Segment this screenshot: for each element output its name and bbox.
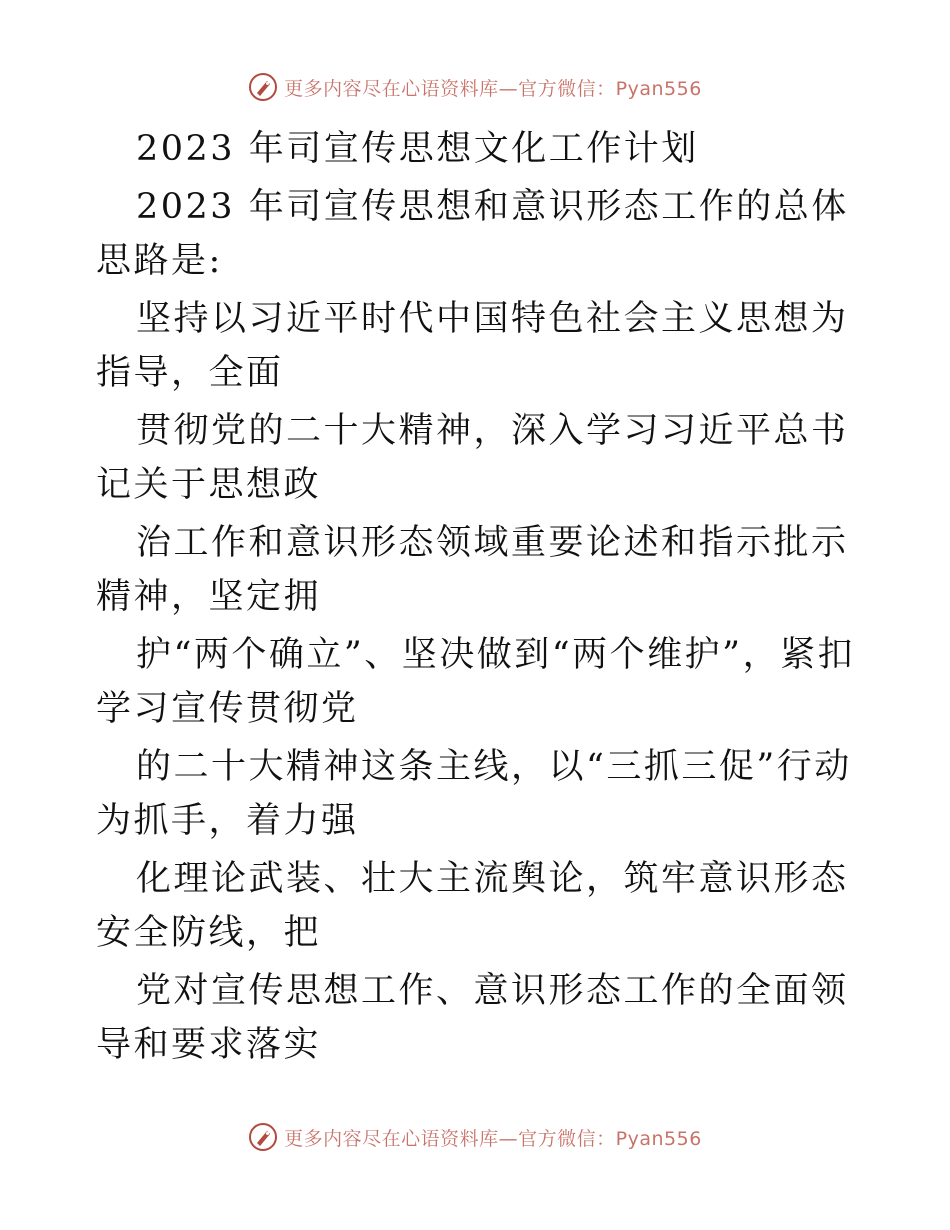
header-watermark (0, 72, 950, 102)
paragraph: 2023 年司宣传思想和意识形态工作的总体思路是: (96, 187, 849, 281)
pen-nib-logo-icon (248, 72, 278, 102)
pen-nib-logo-icon (248, 1122, 278, 1152)
paragraph: 护“两个确立”、坚决做到“两个维护”，紧扣学习宣传贯彻党 (96, 635, 856, 729)
paragraph: 化理论武装、壮大主流舆论，筑牢意识形态安全防线，把 (96, 859, 849, 953)
watermark-text: 更多内容尽在心语资料库—官方微信：Pyan556 (284, 77, 702, 100)
paragraph: 治工作和意识形态领域重要论述和指示批示精神，坚定拥 (96, 523, 849, 617)
document-body (96, 122, 856, 1072)
watermark-text: 更多内容尽在心语资料库—官方微信：Pyan556 (284, 1127, 702, 1150)
paragraph: 贯彻党的二十大精神，深入学习习近平总书记关于思想政 (96, 411, 849, 505)
paragraph: 的二十大精神这条主线，以“三抓三促”行动为抓手，着力强 (96, 747, 852, 841)
paragraph: 党对宣传思想工作、意识形态工作的全面领导和要求落实 (96, 971, 849, 1065)
document-title: 2023 年司宣传思想文化工作计划 (136, 129, 699, 169)
paragraph: 坚持以习近平时代中国特色社会主义思想为指导，全面 (96, 299, 849, 393)
footer-watermark (0, 1122, 950, 1152)
